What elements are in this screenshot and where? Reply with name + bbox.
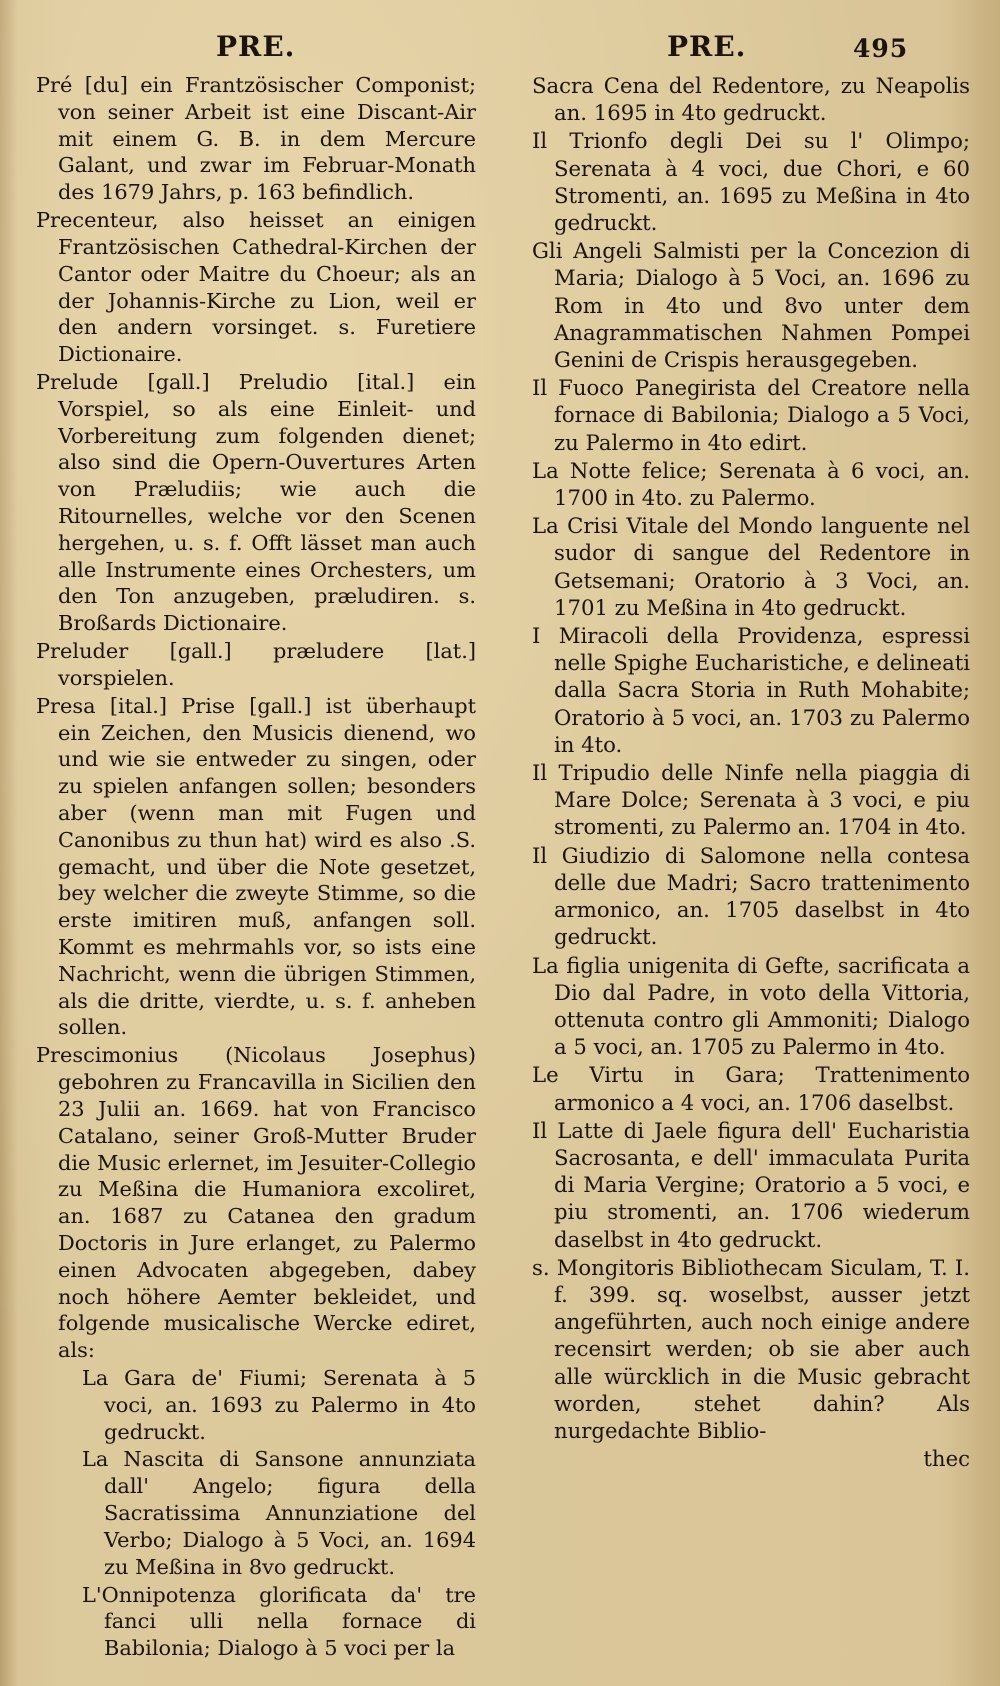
work-item: Il Giudizio di Salomone nella contesa delle due Madri; Sacro trattenimento armonico, an. 1705 daselbst in 4to gedruckt. xyxy=(532,842,970,950)
header-right-title: PRE. xyxy=(667,30,747,63)
work-item: Gli Angeli Salmisti per la Concezion di Maria; Dialogo à 5 Voci, an. 1696 zu Rom in 4to und 8vo unter dem Anagrammatischen Nahmen Pompei Genini de Crispis herausgegeben. xyxy=(532,238,970,373)
work-item: Il Trionfo degli Dei su l' Olimpo; Serenata à 4 voci, due Chori, e 60 Stromenti, an. 1695 zu Meßina in 4to gedruckt. xyxy=(532,128,970,236)
entry-prelude: Prelude [gall.] Preludio [ital.] ein Vorspiel, so als eine Einleit- und Vorbereitung zum folgenden dienet; also sind die Opern-Ouvertures Arten von Præludiis; wie auch die Ritournelles, welche vor den Scenen hergehen, u. s. f. Offt lässet man auch alle Instrumente eines Orchesters, um den Ton anzugeben, præludiren. s. Broßards Dictionaire. xyxy=(36,369,476,636)
running-header xyxy=(0,30,1000,78)
work-item: Sacra Cena del Redentore, zu Neapolis an. 1695 in 4to gedruckt. xyxy=(532,73,970,126)
work-item: Le Virtu in Gara; Trattenimento armonico a 4 voci, an. 1706 daselbst. xyxy=(532,1062,970,1115)
closing-reference: s. Mongitoris Bibliothecam Siculam, T. I. f. 399. sq. woselbst, ausser jetzt angeführten, auch noch einige andere recensirt werden; ob sie aber auch alle würcklich in die Music gebracht worden, stehet dahin? Als nurgedachte Biblio- xyxy=(532,1254,970,1443)
entry-preluder: Preluder [gall.] præludere [lat.] vorspielen. xyxy=(36,639,476,690)
work-item: La Nascita di Sansone annunziata dall' Angelo; figura della Sacratissima Annunziatione del Verbo; Dialogo à 5 Voci, an. 1694 zu Meßina in 8vo gedruckt. xyxy=(82,1447,476,1579)
entry-prescimonius: Prescimonius (Nicolaus Josephus) gebohren zu Francavilla in Sicilien den 23 Julii an. 1669. hat von Francisco Catalano, seiner Groß-Mutter Bruder die Music erlernet, im Jesuiter-Collegio zu Meßina die Humaniora excoliret, an. 1687 zu Catanea den gradum Doctoris in Jure erlanget, zu Palermo einen Advocaten abgegeben, dabey noch höhere Aemter bekleidet, und folgende musicalische Wercke ediret, als: xyxy=(36,1043,476,1363)
entry-precenteur: Precenteur, also heisset an einigen Frantzösischen Cathedral-Kirchen der Cantor oder Maitre du Choeur; als an der Johannis-Kirche zu Lion, weil er den andern vorsinget. s. Furetiere Dictionaire. xyxy=(36,208,476,367)
page-number: 495 xyxy=(853,34,909,63)
work-item: L'Onnipotenza glorificata da' tre fanci ulli nella fornace di Babilonia; Dialogo à 5 voci per la xyxy=(82,1582,476,1661)
right-column xyxy=(532,72,970,1472)
work-item: Il Latte di Jaele figura dell' Eucharistia Sacrosanta, e dell' immaculata Purita di Maria Vergine; Oratorio a 5 voci, e piu stromenti, an. 1706 wiederum daselbst in 4to gedruckt. xyxy=(532,1117,970,1252)
work-item: Il Fuoco Panegirista del Creatore nella fornace di Babilonia; Dialogo a 5 Voci, zu Palermo in 4to edirt. xyxy=(532,375,970,455)
entry-pre: Pré [du] ein Frantzösischer Componist; von seiner Arbeit ist eine Discant-Air mit einem G. B. in dem Mercure Galant, und zwar im Februar-Monath des 1679 Jahrs, p. 163 befindlich. xyxy=(36,73,476,205)
left-column xyxy=(36,72,476,1663)
work-item: La Notte felice; Serenata à 6 voci, an. 1700 in 4to. zu Palermo. xyxy=(532,457,970,511)
header-left-title: PRE. xyxy=(216,30,296,63)
work-item: Il Tripudio delle Ninfe nella piaggia di Mare Dolce; Serenata à 3 voci, e piu stromenti, zu Palermo an. 1704 in 4to. xyxy=(532,760,970,840)
work-item: La figlia unigenita di Gefte, sacrificata a Dio dal Padre, in voto della Vittoria, ottenuta contro gli Ammoniti; Dialogo a 5 voci, an. 1705 zu Palermo in 4to. xyxy=(532,952,970,1060)
work-item: La Gara de' Fiumi; Serenata à 5 voci, an. 1693 zu Palermo in 4to gedruckt. xyxy=(82,1366,476,1444)
entry-presa: Presa [ital.] Prise [gall.] ist überhaupt ein Zeichen, den Musicis dienend, wo und wie sie entweder zu singen, oder zu spielen anfangen sollen; besonders aber (wenn man mit Fugen und Canonibus zu thun hat) wird es also .S. gemacht, und über die Note gesetzet, bey welcher die zweyte Stimme, so die erste imitiren muß, anfangen soll. Kommt es mehrmahls vor, so ists eine Nachricht, wenn die übrigen Stimmen, als die dritte, vierdte, u. s. f. anheben sollen. xyxy=(36,693,476,1040)
catchword: thec xyxy=(923,1446,970,1472)
work-item: La Crisi Vitale del Mondo languente nel sudor di sangue del Redentore in Getsemani; Oratorio à 3 Voci, an. 1701 zu Meßina in 4to gedruckt. xyxy=(532,513,970,620)
work-item: I Miracoli della Providenza, espressi nelle Spighe Eucharistiche, e delineati dalla Sacra Storia in Ruth Mohabite; Oratorio à 5 voci, an. 1703 zu Palermo in 4to. xyxy=(532,623,970,757)
